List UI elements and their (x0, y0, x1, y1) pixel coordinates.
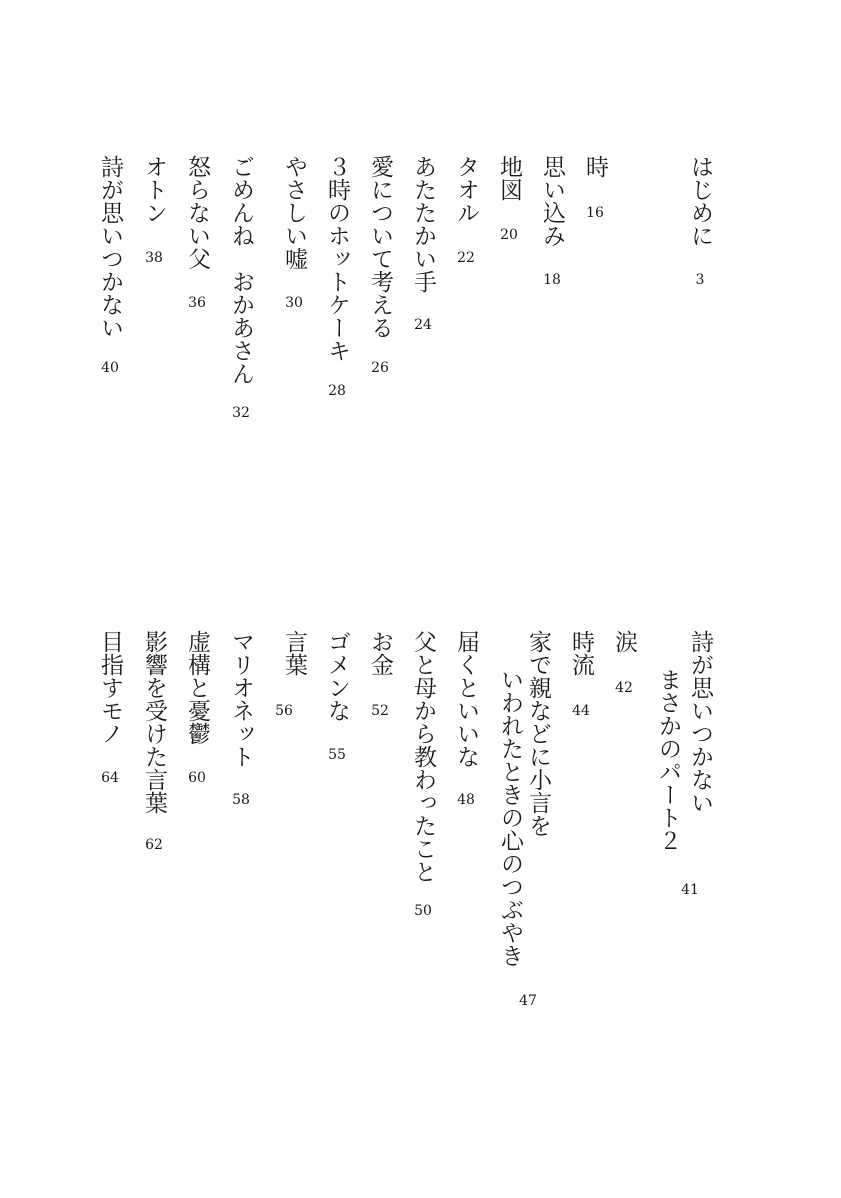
toc-entry-title: やさしい嘘 (281, 155, 307, 270)
toc-entry-title: お金 (367, 630, 393, 676)
toc-entry-title-line2: いわれたときの心のつぶやき (497, 668, 523, 967)
toc-entry-title: 怒らない父 (184, 155, 210, 270)
toc-entry-page: 60 (188, 770, 206, 786)
toc-entry-title: タオル (453, 155, 479, 224)
toc-entry-page: 20 (500, 227, 518, 243)
toc-entry-page: 64 (101, 770, 119, 786)
toc-entry-title: 届くといいな (453, 630, 479, 768)
toc-entry-page: 22 (457, 250, 475, 266)
toc-entry-page: 50 (414, 903, 432, 919)
toc-entry-page: 38 (145, 250, 163, 266)
toc-entry-page: 44 (572, 703, 590, 719)
toc-entry-title: 目指すモノ (97, 630, 123, 745)
toc-entry-page: 16 (586, 205, 604, 221)
toc-entry-page: 3 (695, 272, 705, 288)
toc-entry-page: 52 (371, 703, 389, 719)
toc-entry-page: 32 (232, 405, 250, 421)
toc-entry-title: 家で親などに小言を (525, 630, 551, 837)
toc-entry-page: 30 (285, 295, 303, 311)
toc-entry-page: 36 (188, 295, 206, 311)
toc-entry-title: 地図 (496, 155, 522, 201)
toc-entry-title: 詩が思いつかない (687, 630, 713, 814)
toc-entry-title: ごめんね おかあさん (228, 155, 254, 385)
toc-entry-page: 56 (275, 703, 293, 719)
toc-entry-title-line2: まさかのパート２ (655, 668, 681, 852)
toc-entry-page: 24 (414, 317, 432, 333)
toc-entry-title: 父と母から教わったこと (410, 630, 436, 883)
toc-entry-title: ゴメンな (324, 630, 350, 722)
toc-entry-page: 62 (145, 837, 163, 853)
toc-entry-page: 26 (371, 360, 389, 376)
toc-column-group-bottom (0, 600, 841, 1198)
toc-entry-title: 詩が思いつかない (97, 155, 123, 339)
toc-entry-page: 55 (328, 747, 346, 763)
toc-entry-page: 42 (615, 680, 633, 696)
toc-entry-page: 58 (232, 792, 250, 808)
toc-entry-title: 言葉 (281, 630, 307, 676)
toc-entry-title: ３時のホットケーキ (324, 155, 350, 362)
toc-entry-page: 18 (543, 272, 561, 288)
toc-entry-page: 47 (519, 993, 537, 1009)
toc-entry-title: 愛について考える (367, 155, 393, 339)
toc-entry-page: 40 (101, 360, 119, 376)
toc-column-group-top (0, 0, 841, 560)
toc-entry-page: 48 (457, 792, 475, 808)
toc-entry-title: 時 (582, 155, 608, 178)
toc-entry-title: マリオネット (228, 630, 254, 768)
toc-entry-title: 虚構と憂鬱 (184, 630, 210, 745)
toc-entry-title: あたたかい手 (410, 155, 436, 293)
toc-entry-title: 時流 (568, 630, 594, 676)
toc-entry-title: 涙 (611, 630, 637, 653)
toc-entry-title: 影響を受けた言葉 (141, 630, 167, 814)
toc-entry-title: はじめに (687, 155, 713, 247)
toc-entry-page: 28 (328, 383, 346, 399)
toc-entry-title: オトン (141, 155, 167, 224)
toc-entry-page: 41 (681, 882, 699, 898)
toc-entry-title: 思い込み (539, 155, 565, 247)
